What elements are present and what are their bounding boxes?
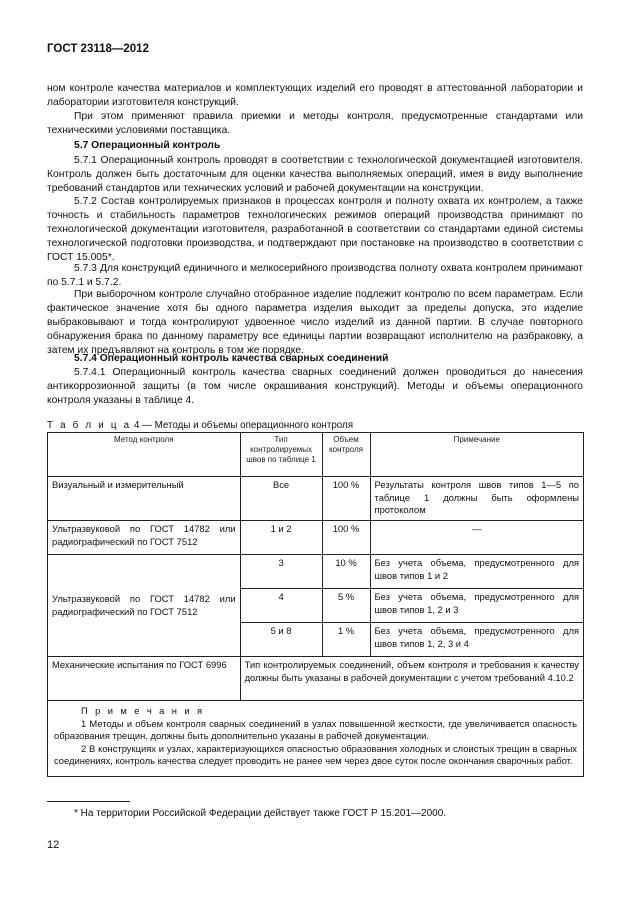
cell-note: Без учета объема, предусмотренного для швов типов 1, 2 и 3 [370, 589, 584, 623]
footnote: * На территории Российской Федерации действует также ГОСТ Р 15.201—2000. [74, 808, 447, 819]
footnote-divider [47, 801, 130, 802]
cell-volume: 100 % [322, 477, 370, 521]
section-heading-5-7: 5.7 Операционный контроль [74, 140, 221, 151]
cell-merged-note: Тип контролируемых соединений, объем контроля и требования к качеству должны быть указаны в рабочей документации с учетом требований 4.10.2 [240, 657, 583, 701]
cell-note: Результаты контроля швов типов 1—5 по таблице 1 должны быть оформлены протоколом [370, 477, 584, 521]
paragraph-5-7-4-1: 5.7.4.1 Операционный контроль качества сварных соединений должен проводиться до нанесения антикоррозионной защиты (в том числе окрашивания конструкций). Методы и объемы операционного контроля указаны в таблице 4. [47, 367, 583, 407]
paragraph-5-7-3: 5.7.3 Для конструкций единичного и мелкосерийного производства полноту охвата контролем принимают по 5.7.1 и 5.7.2. [47, 263, 583, 289]
header-note: Примечание [370, 433, 584, 477]
cell-method: Ультразвуковой по ГОСТ 14782 или радиографический по ГОСТ 7512 [48, 521, 241, 555]
paragraph-supplier-rules: При этом применяют правила приемки и методы контроля, предусмотренные стандартами или техническими условиями поставщика. [47, 111, 583, 137]
cell-note: Без учета объема, предусмотренного для швов типов 1 и 2 [370, 555, 584, 589]
cell-weld-type: 4 [240, 589, 322, 623]
paragraph-sampling-control: При выборочном контроле случайно отобранное изделие подлежит контролю по всем параметрам. Если фактическое значение хотя бы одного параметра изделия выходит за пределы допуска, это изделие выбраковывают и тогда контролируют удвоенное число изделий из данной партии. В случае повторного обнаружения брака по данному параметру все единицы партии возвращают исполнителю на разбраковку, а затем их предъявляют на контроль в том же порядке. [47, 289, 583, 357]
note-1: 1 Методы и объем контроля сварных соединений в узлах повышенной жесткости, где увеличивается опасность образования трещин, должны быть дополнительно указаны в рабочей документации. [54, 717, 577, 742]
cell-weld-type: 5 и 8 [240, 623, 322, 657]
cell-volume: 1 % [322, 623, 370, 657]
cell-volume: 5 % [322, 589, 370, 623]
cell-method: Визуальный и измерительный [48, 477, 241, 521]
page-number: 12 [47, 839, 60, 851]
cell-note: — [370, 521, 584, 555]
notes-title: П р и м е ч а н и я [81, 705, 205, 716]
table-notes [48, 701, 584, 777]
paragraph-5-7-2: 5.7.2 Состав контролируемых признаков в процессах контроля и полноту охвата их контролем, а также точность и стабильность параметров технологических режимов операций производства принимают по технологической документации изготовителя, разработанной в соответствии со стандартами единой системы технологической подготовки производства, и подтверждают при постановке на производство в соответствии с ГОСТ 15.005*. [47, 196, 583, 264]
table-row [48, 657, 584, 701]
cell-weld-type: 1 и 2 [240, 521, 322, 555]
cell-method: Механические испытания по ГОСТ 6996 [48, 657, 241, 701]
cell-note: Без учета объема, предусмотренного для швов типов 1, 2, 3 и 4 [370, 623, 584, 657]
header-volume: Объем контроля [322, 433, 370, 477]
header-weld-type: Тип контролируемых швов по таблице 1 [240, 433, 322, 477]
table-row [48, 477, 584, 521]
control-methods-table [47, 432, 584, 777]
table-row [48, 555, 584, 589]
cell-volume: 10 % [322, 555, 370, 589]
cell-method: Ультразвуковой по ГОСТ 14782 или радиографический по ГОСТ 7512 [48, 555, 241, 657]
table-caption-title: 4 — Методы и объемы операционного контроля [133, 420, 354, 431]
table-caption [47, 420, 353, 431]
cell-weld-type: Все [240, 477, 322, 521]
section-heading-5-7-4: 5.7.4 Операционный контроль качества сварных соединений [74, 353, 389, 364]
paragraph-5-7-1: 5.7.1 Операционный контроль проводят в соответствии с технологической документацией изготовителя. Контроль должен быть достаточным для оценки качества выполняемых операций, имея в виду выполнение требований стандартов или технических условий и рабочей документации на конструкции. [47, 155, 583, 195]
table-row [48, 521, 584, 555]
paragraph-intro: ном контроле качества материалов и комплектующих изделий его проводят в аттестованной лаборатории и лаборатории изготовителя конструкций. [47, 83, 583, 109]
header-method: Метод контроля [48, 433, 241, 477]
table-caption-prefix: Т а б л и ц а [47, 420, 132, 431]
document-header: ГОСТ 23118—2012 [47, 43, 149, 55]
table-notes-row [48, 701, 584, 777]
note-2: 2 В конструкциях и узлах, характеризующихся опасностью образования холодных и слоистых трещин в сварных соединениях, контроль качества следует проводить не ранее чем через двое суток после окончания сварочных работ. [54, 742, 577, 767]
table-header-row [48, 433, 584, 477]
cell-volume: 100 % [322, 521, 370, 555]
cell-weld-type: 3 [240, 555, 322, 589]
